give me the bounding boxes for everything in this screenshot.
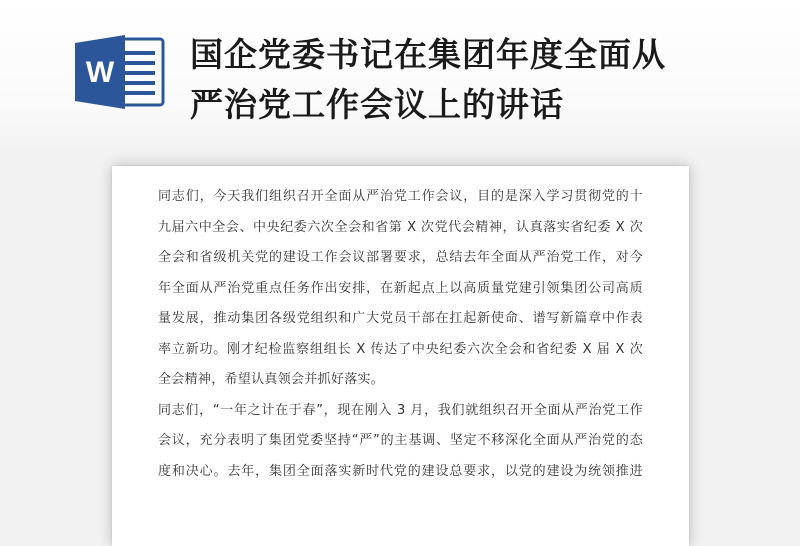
text-line: 率立新功。刚才纪检监察组组长 X 传达了中央纪委六次全会和省纪委 X 届 X 次 bbox=[158, 341, 643, 357]
document-header bbox=[0, 0, 800, 150]
word-logo-letter: W bbox=[85, 56, 115, 89]
document-body bbox=[158, 182, 643, 487]
word-doc-icon bbox=[73, 33, 165, 111]
text-line: 全会精神，希望认真领会并抓好落实。 bbox=[158, 372, 385, 387]
text-line: 九届六中全会、中央纪委六次全会和省第 X 次党代会精神，认真落实省纪委 X 次 bbox=[158, 219, 643, 235]
text-line: 全会和省级机关党的建设工作会议部署要求，总结去年全面从严治党工作，对今 bbox=[158, 250, 643, 265]
text-line: 量发展，推动集团各级党组织和广大党员干部在扛起新使命、谱写新篇章中作表 bbox=[158, 311, 643, 326]
title-line-1: 国企党委书记在集团年度全面从 bbox=[190, 35, 666, 74]
title-line-2: 严治党工作会议上的讲话 bbox=[190, 85, 564, 124]
page-title bbox=[190, 30, 770, 130]
text-line: 度和决心。去年，集团全面落实新时代党的建设总要求，以党的建设为统领推进 bbox=[158, 463, 643, 479]
text-line: 同志们，今天我们组织召开全面从严治党工作会议，目的是深入学习贯彻党的十 bbox=[158, 189, 643, 204]
text-line: 会议，充分表明了集团党委坚持“严”的主基调、坚定不移深化全面从严治党的态 bbox=[158, 433, 643, 448]
text-line: 年全面从严治党重点任务作出安排，在新起点上以高质量党建引领集团公司高质 bbox=[158, 280, 643, 296]
text-line: 同志们，“一年之计在于春”，现在刚入 3 月，我们就组织召开全面从严治党工作 bbox=[158, 402, 643, 418]
